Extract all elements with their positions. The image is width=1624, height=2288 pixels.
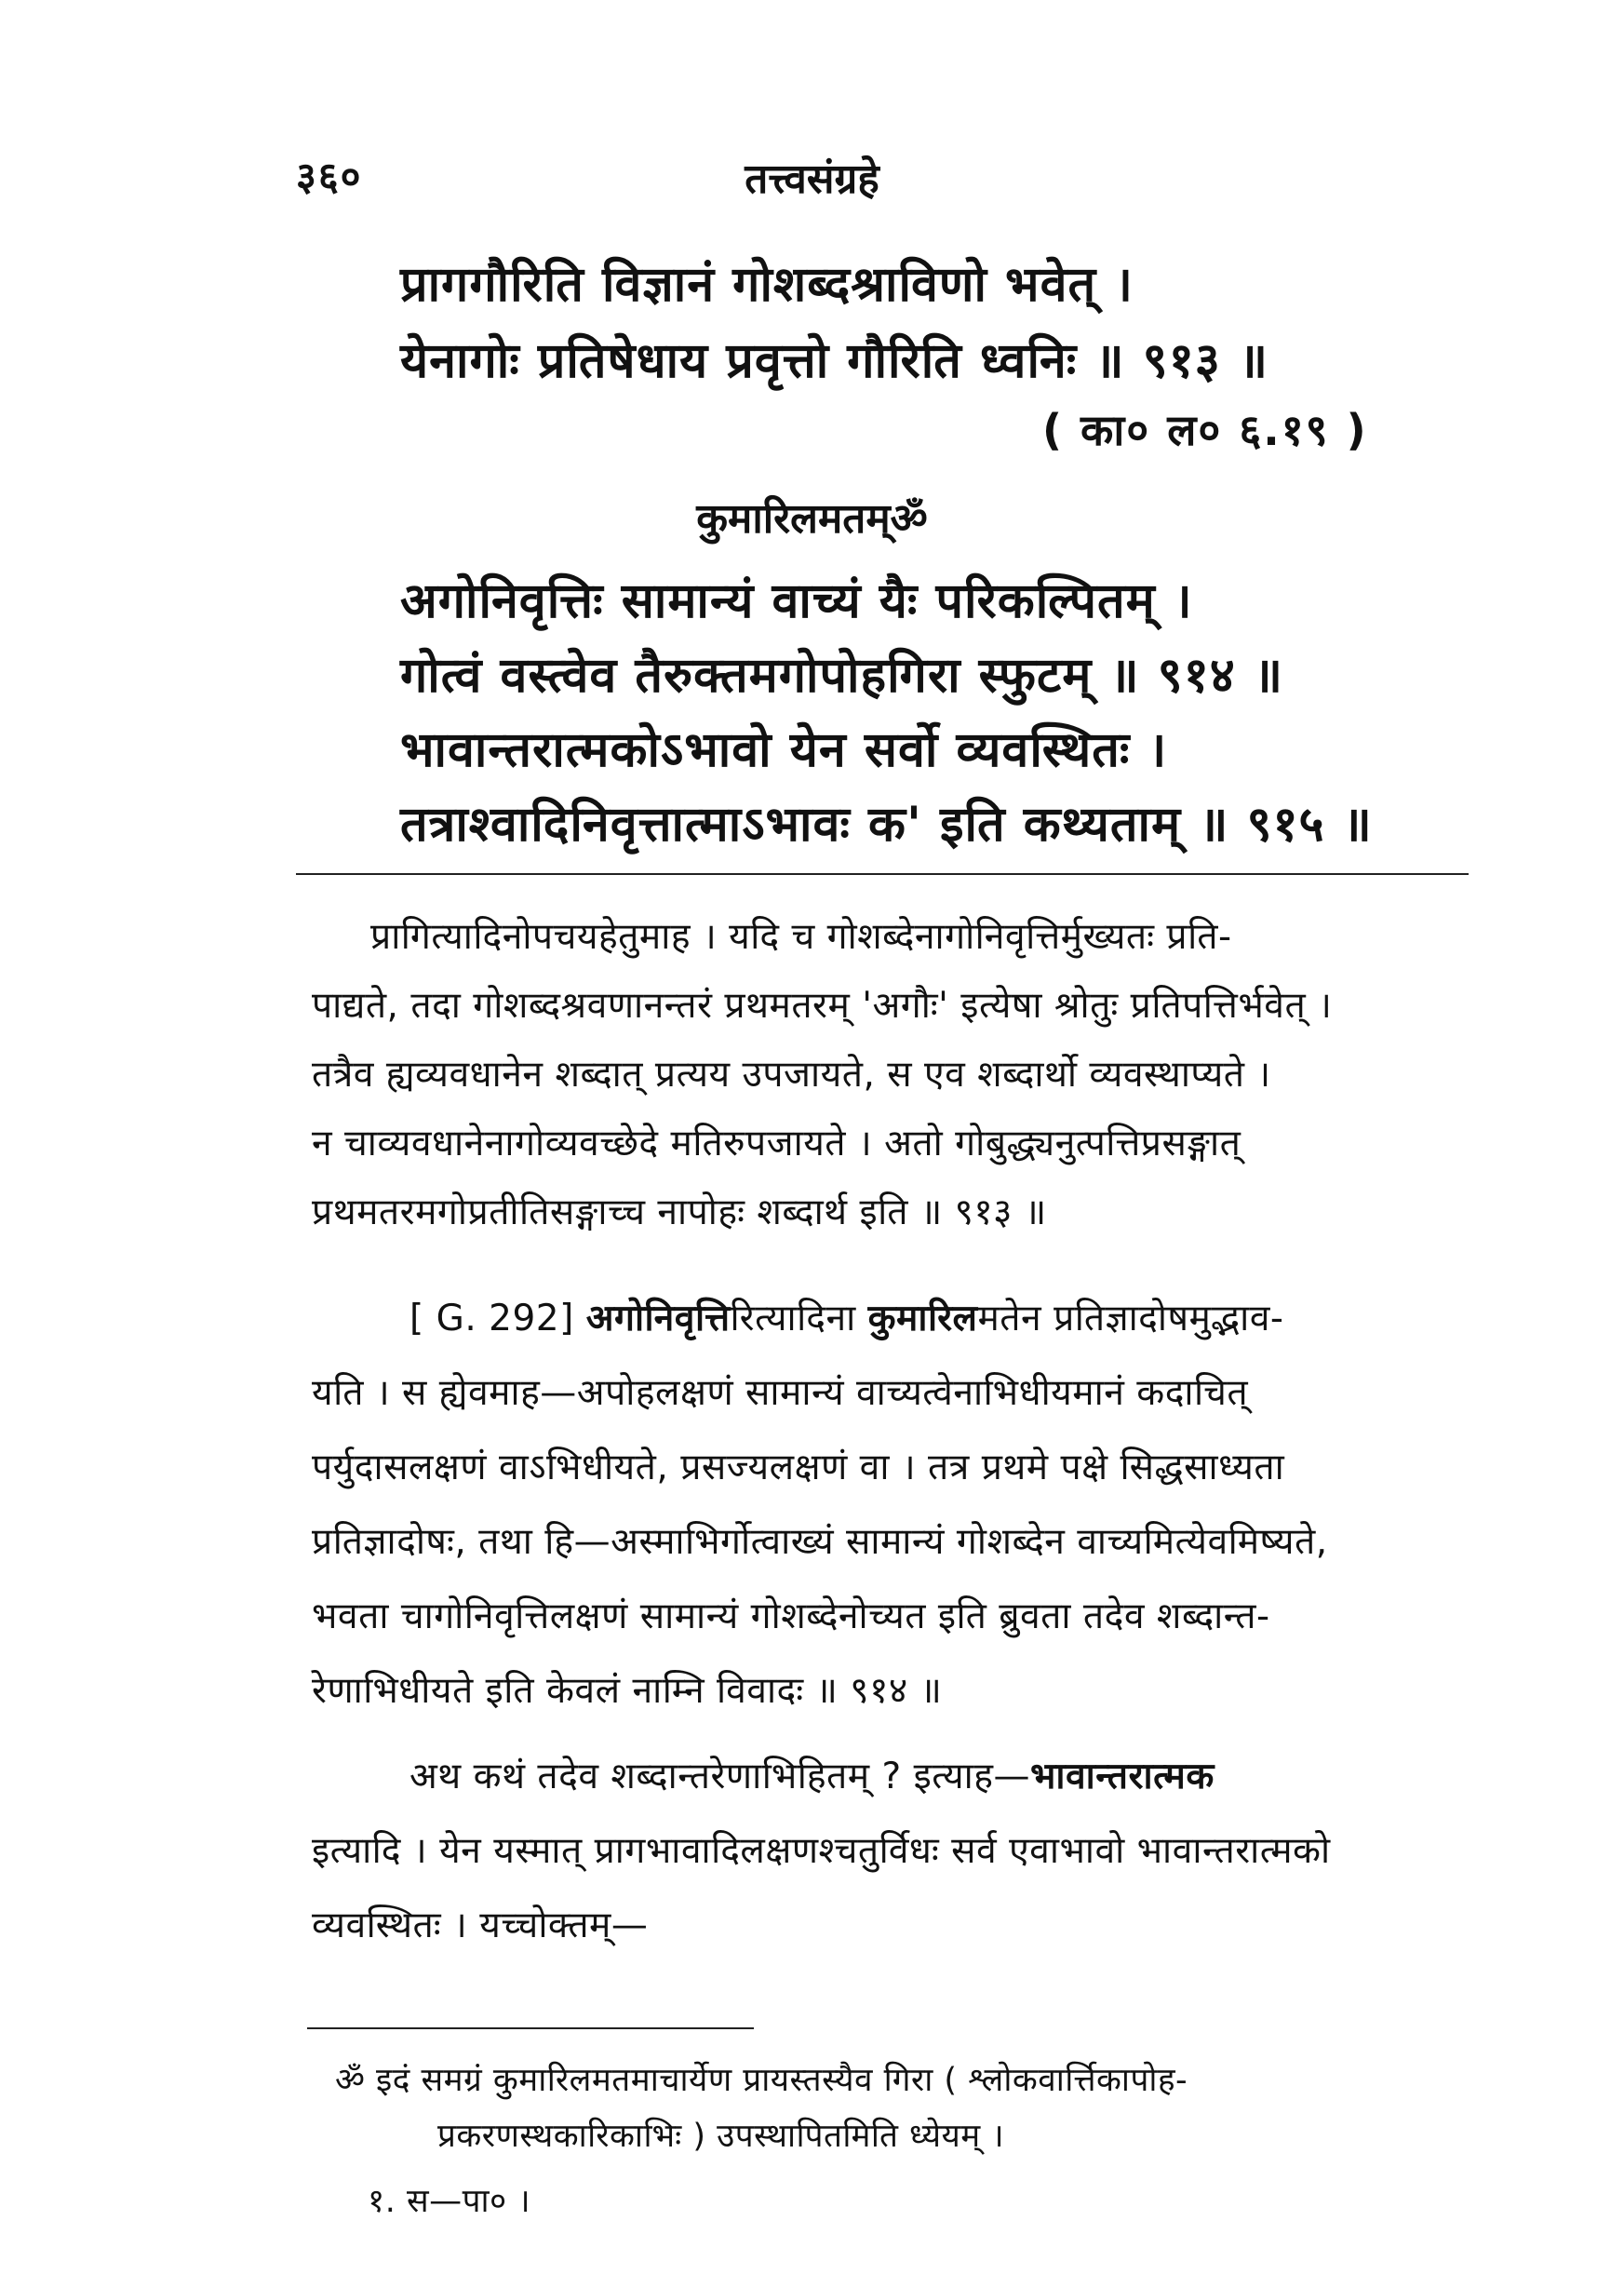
commentary-p1-line-1: प्रागित्यादिनोपचयहेतुमाह । यदि च गोशब्देनागोनिवृत्तिर्मुख्यतः प्रति- (370, 916, 1232, 958)
gaekwad-page-ref: [ G. 292] (409, 1298, 574, 1339)
keyword-bhavantaratmaka: भावान्तरात्मक (1029, 1756, 1215, 1797)
verse-915-line-1: भावान्तरात्मकोऽभावो येन सर्वो व्यवस्थितः । (400, 722, 1168, 778)
verse-914-line-1: अगोनिवृत्तिः सामान्यं वाच्यं यैः परिकल्पितम् । (400, 573, 1193, 629)
commentary-p2-line-6: रेणाभिधीयते इति केवलं नाम्नि विवादः ॥ ९१४ ॥ (312, 1670, 943, 1712)
verse-913-reference: ( का० ल० ६.१९ ) (1042, 405, 1368, 455)
commentary-p3-text: अथ कथं तदेव शब्दान्तरेणाभिहितम् ? इत्याह— (409, 1756, 1030, 1797)
verse-commentary-divider (296, 873, 1469, 875)
commentary-p3-line-3: व्यवस्थितः । यच्चोक्तम्— (312, 1904, 649, 1946)
commentary-p3-line-1 (409, 1750, 1215, 1799)
commentary-p2-line-4: प्रतिज्ञादोषः, तथा हि—अस्माभिर्गोत्वाख्यं सामान्यं गोशब्देन वाच्यमित्येवमिष्यते, (312, 1521, 1328, 1563)
footnote-rule (307, 2027, 754, 2029)
commentary-p1-line-5: प्रथमतरमगोप्रतीतिसङ्गाच्च नापोहः शब्दार्थ इति ॥ ९१३ ॥ (312, 1191, 1047, 1233)
verse-913-line-2: येनागोः प्रतिषेधाय प्रवृत्तो गौरिति ध्वनिः ॥ ९१३ ॥ (400, 333, 1269, 389)
verse-915-line-2: तत्राश्वादिनिवृत्तात्माऽभावः क' इति कथ्यताम् ॥ ९१५ ॥ (400, 797, 1373, 853)
footnote-1: १. स—पा० । (368, 2183, 531, 2220)
verse-913-line-1: प्रागगौरिति विज्ञानं गोशब्दश्राविणो भवेत् । (400, 257, 1134, 313)
footnote-star-line-1: ॐ इदं समग्रं कुमारिलमतमाचार्येण प्रायस्तस्यैव गिरा ( श्लोकवार्त्तिकापोह- (335, 2062, 1188, 2099)
commentary-p1-line-4: न चाव्यवधानेनागोव्यवच्छेदे मतिरुपजायते । अतो गोबुद्ध्यनुत्पत्तिप्रसङ्गात् (312, 1123, 1241, 1164)
running-head: तत्त्वसंग्रहे (745, 155, 879, 203)
commentary-p2-line-1 (409, 1292, 1284, 1341)
commentary-p2-text-a: रित्यादिना (730, 1298, 856, 1339)
footnote-star-line-2: प्रकरणस्थकारिकाभिः ) उपस्थापितमिति ध्येयम् । (437, 2118, 1005, 2155)
commentary-p2-line-2: यति । स ह्येवमाह—अपोहलक्षणं सामान्यं वाच्यत्वेनाभिधीयमानं कदाचित् (312, 1372, 1249, 1414)
commentary-p2-text-b: मतेन प्रतिज्ञादोषमुद्भाव- (977, 1298, 1284, 1339)
commentary-p2-line-5: भवता चागोनिवृत्तिलक्षणं सामान्यं गोशब्देनोच्यत इति ब्रुवता तदेव शब्दान्त- (312, 1595, 1270, 1637)
section-heading: कुमारिलमतम्ॐ (696, 495, 928, 543)
commentary-p2-line-3: पर्युदासलक्षणं वाऽभिधीयते, प्रसज्यलक्षणं वा । तत्र प्रथमे पक्षे सिद्धसाध्यता (312, 1447, 1285, 1488)
commentary-p1-line-3: तत्रैव ह्यव्यवधानेन शब्दात् प्रत्यय उपजायते, स एव शब्दार्थो व्यवस्थाप्यते । (312, 1054, 1271, 1096)
keyword-kumarila: कुमारिल (867, 1298, 978, 1339)
keyword-agonivritti: अगोनिवृत्ति (585, 1298, 731, 1339)
verse-914-line-2: गोत्वं वस्त्वेव तैरुक्तमगोपोहगिरा स्फुटम् ॥ ९१४ ॥ (400, 648, 1284, 704)
commentary-p1-line-2: पाद्यते, तदा गोशब्दश्रवणानन्तरं प्रथमतरम् 'अगौः' इत्येषा श्रोतुः प्रतिपत्तिर्भवेत् । (312, 985, 1333, 1027)
commentary-p3-line-2: इत्यादि । येन यस्मात् प्रागभावादिलक्षणश्चतुर्विधः सर्व एवाभावो भावान्तरात्मको (312, 1830, 1331, 1872)
page-number: ३६० (296, 154, 363, 199)
